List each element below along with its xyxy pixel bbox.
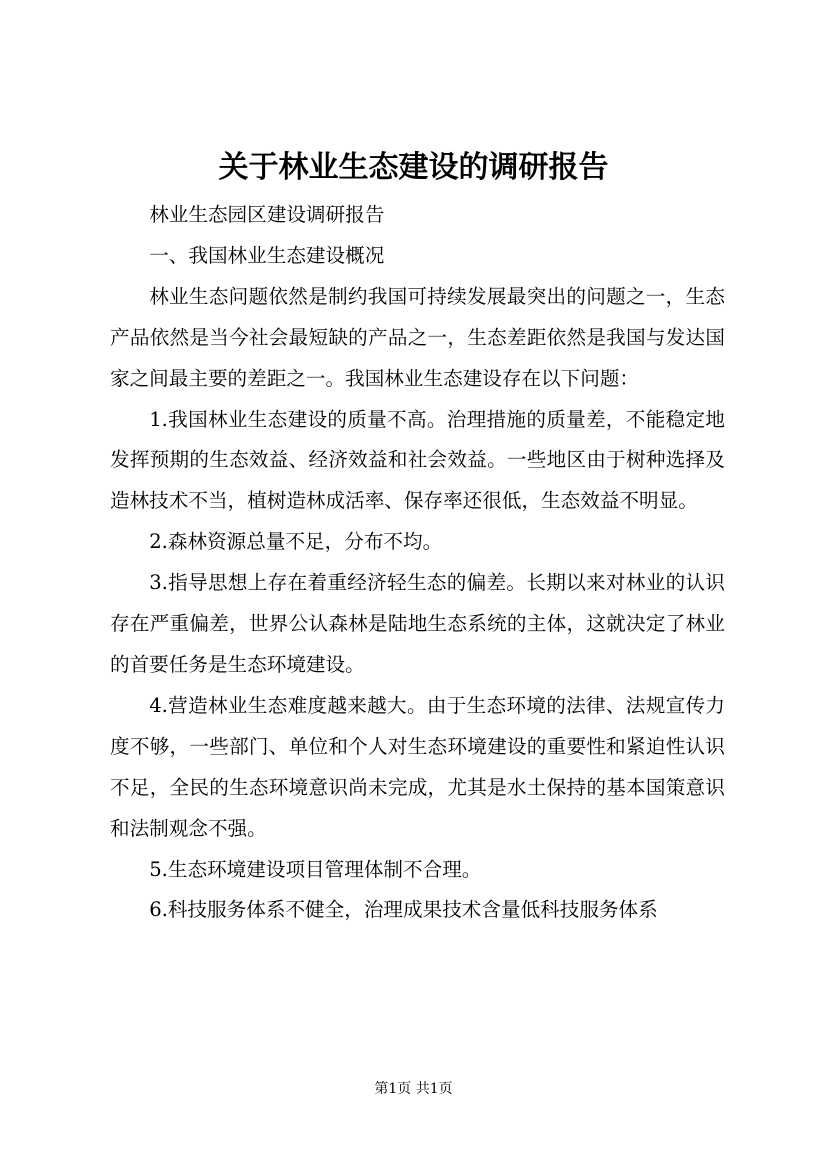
subtitle-paragraph: 林业生态园区建设调研报告 [149,203,385,226]
list-item-5: 5.生态环境建设项目管理体制不合理。 [149,857,482,881]
list-item-4: 4.营造林业生态难度越来越大。由于生态环境的法律、法规宣传力度不够，一些部门、单位和个人对生态环境建设的重要性和紧迫性认识不足，全民的生态环境意识尚未完成，尤其是水土保持的基本国策意识和法制观念不强。 [110,693,725,840]
page-footer: 第1页 共1页 [374,1081,453,1097]
section-heading: 一、我国林业生态建设概况 [149,243,385,267]
list-item-2: 2.森林资源总量不足，分布不均。 [149,530,443,554]
document-body [110,195,725,931]
list-item-3: 3.指导思想上存在着重经济轻生态的偏差。长期以来对林业的认识存在严重偏差，世界公认森林是陆地生态系统的主体，这就决定了林业的首要任务是生态环境建设。 [110,571,725,676]
list-item-6: 6.科技服务体系不健全，治理成果技术含量低科技服务体系 [149,898,658,922]
intro-paragraph: 林业生态问题依然是制约我国可持续发展最突出的问题之一，生态产品依然是当今社会最短缺的产品之一，生态差距依然是我国与发达国家之间最主要的差距之一。我国林业生态建设存在以下问题： [110,284,725,390]
document-title: 关于林业生态建设的调研报告 [218,150,609,185]
list-item-1: 1.我国林业生态建设的质量不高。治理措施的质量差，不能稳定地发挥预期的生态效益、经济效益和社会效益。一些地区由于树种选择及造林技术不当，植树造林成活率、保存率还很低，生态效益不明显。 [110,407,725,513]
